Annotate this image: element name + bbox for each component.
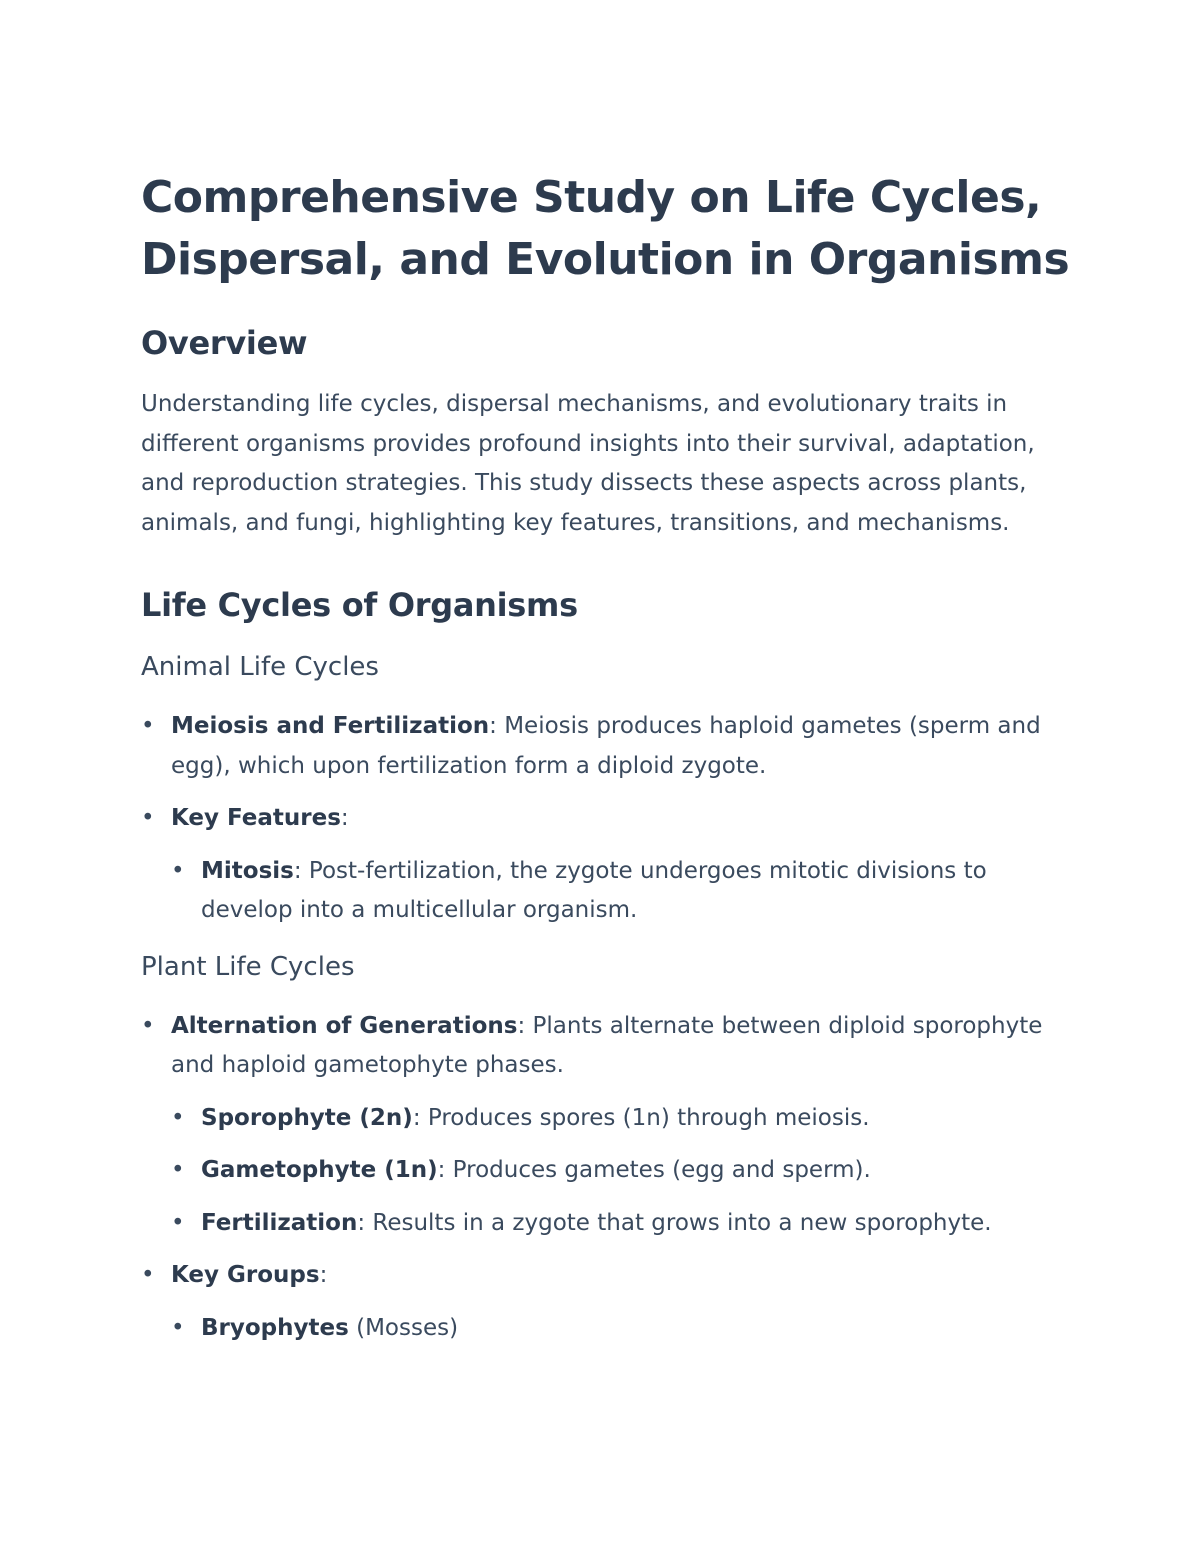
overview-heading: Overview <box>141 324 308 362</box>
bullet-icon: • <box>171 1209 185 1236</box>
bullet-icon: • <box>171 1314 185 1341</box>
plant-life-cycles-heading: Plant Life Cycles <box>141 951 355 982</box>
list-item-text: : Post-fertilization, the zygote undergoes mitotic divisions to develop into a multicellular organism. <box>201 857 987 923</box>
bullet-icon: • <box>141 713 155 739</box>
bullet-icon: • <box>171 1157 185 1183</box>
list-item-term: Mitosis <box>201 857 294 884</box>
list-item-text: : Meiosis produces haploid gametes (sperm and egg), which upon fertilization form a diploid zygote. <box>171 713 1041 779</box>
list-item <box>141 1007 1071 1086</box>
bullet-icon: • <box>141 1262 155 1288</box>
animal-list <box>141 707 1071 931</box>
list-item <box>141 1256 1071 1296</box>
animal-life-cycles-heading: Animal Life Cycles <box>141 652 379 682</box>
list-item-term: Sporophyte (2n) <box>201 1104 413 1131</box>
list-item-text: : <box>319 1262 328 1288</box>
list-item-term: Key Groups <box>171 1262 320 1288</box>
list-item <box>141 707 1071 786</box>
list-item <box>141 1099 1071 1139</box>
bullet-icon: • <box>171 1104 185 1131</box>
bullet-icon: • <box>141 805 155 831</box>
list-item <box>141 1151 1071 1191</box>
overview-paragraph: Understanding life cycles, dispersal mechanisms, and evolutionary traits in different organisms provides profound insights into their survival, adaptation, and reproduction strategies. This study dissects these aspects across plants, animals, and fungi, highlighting key features, transitions, and mechanisms. <box>141 391 1035 536</box>
plant-list <box>141 1007 1071 1349</box>
bullet-icon: • <box>141 1012 155 1039</box>
list-item-term: Key Features <box>171 805 341 831</box>
document-title: Comprehensive Study on Life Cycles, Dispersal, and Evolution in Organisms <box>141 172 1070 285</box>
list-item-text: : <box>340 805 349 831</box>
list-item-text: : Produces gametes (egg and sperm). <box>437 1157 871 1183</box>
list-item-term: Bryophytes <box>201 1314 349 1341</box>
list-item-term: Meiosis and Fertilization <box>171 713 490 739</box>
list-item-text: : Results in a zygote that grows into a new sporophyte. <box>357 1209 992 1236</box>
list-item-text: : Plants alternate between diploid sporophyte and haploid gametophyte phases. <box>171 1012 1043 1078</box>
list-item <box>141 1309 1071 1349</box>
list-item-text: (Mosses) <box>348 1314 459 1341</box>
list-item-text: : Produces spores (1n) through meiosis. <box>412 1104 870 1131</box>
list-item-term: Alternation of Generations <box>171 1012 518 1039</box>
list-item <box>141 1204 1071 1244</box>
life-cycles-heading: Life Cycles of Organisms <box>141 586 578 624</box>
bullet-icon: • <box>171 857 185 884</box>
list-item-term: Gametophyte (1n) <box>201 1157 438 1183</box>
list-item-term: Fertilization <box>201 1209 358 1236</box>
list-item <box>141 799 1071 839</box>
document-page <box>141 167 1071 1361</box>
list-item <box>141 852 1071 931</box>
